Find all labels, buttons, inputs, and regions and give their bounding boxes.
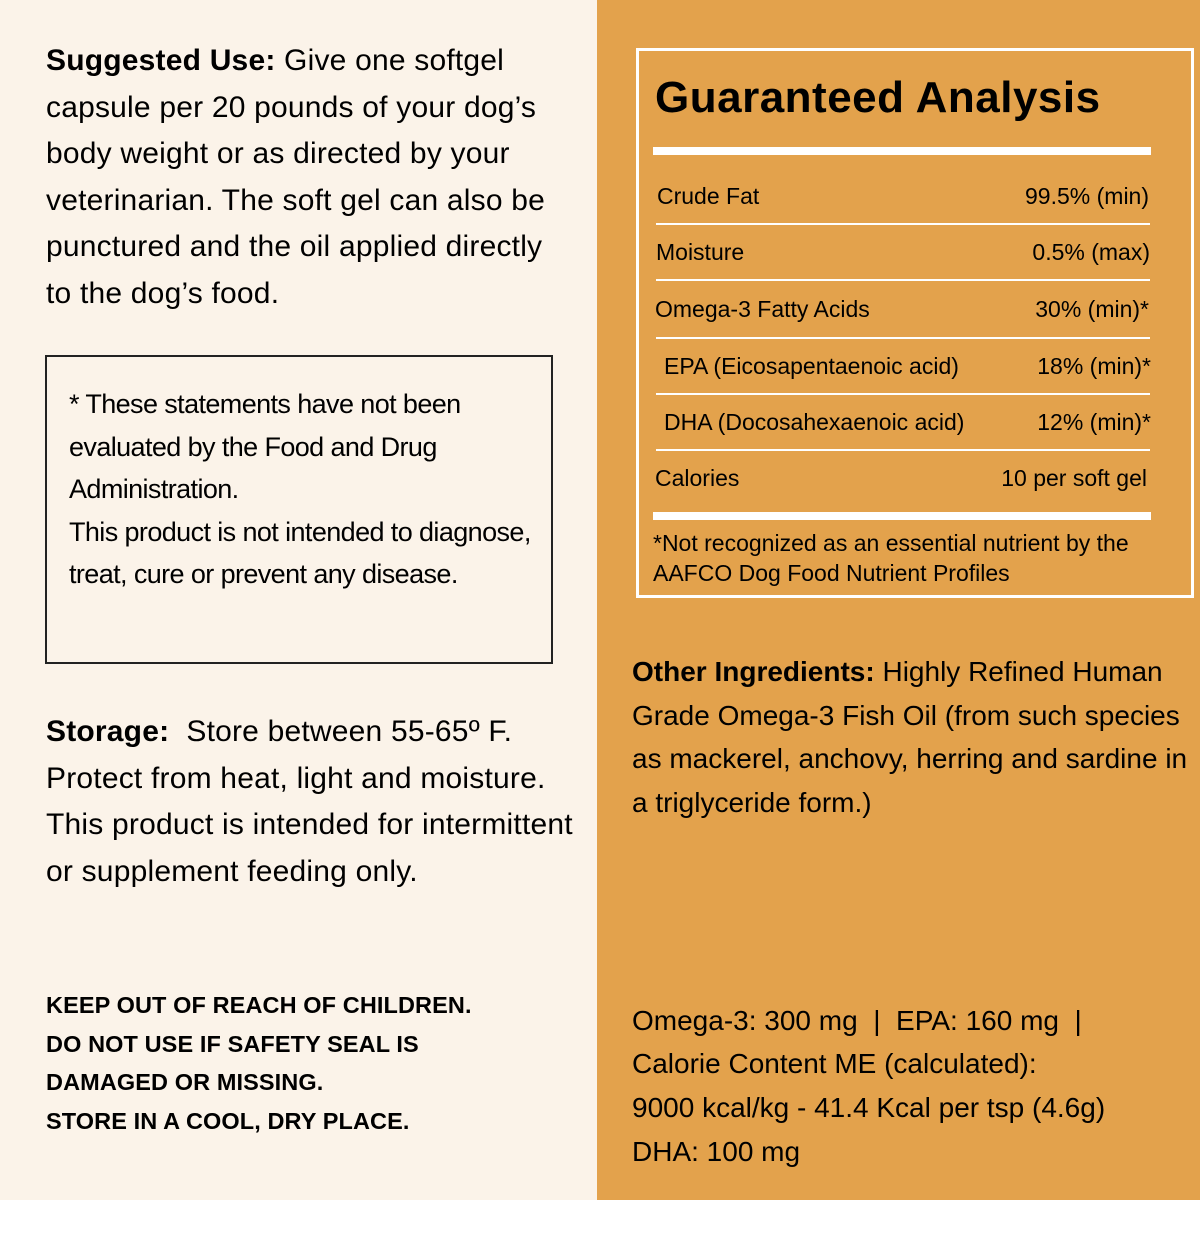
analysis-value: 10 per soft gel bbox=[1001, 464, 1147, 491]
calorie-content-line-2: 9000 kcal/kg - 41.4 Kcal per tsp (4.6g) bbox=[632, 1091, 1106, 1123]
omega-amounts-line-2: DHA: 100 mg bbox=[632, 1135, 801, 1167]
analysis-name: Omega-3 Fatty Acids bbox=[655, 295, 870, 322]
warning-line: DAMAGED OR MISSING. bbox=[46, 1069, 324, 1095]
other-ingredients-label: Other Ingredients: bbox=[632, 656, 875, 687]
warning-line: STORE IN A COOL, DRY PLACE. bbox=[46, 1107, 410, 1134]
fda-disclaimer-text bbox=[69, 383, 539, 596]
analysis-row-moisture bbox=[656, 224, 1150, 280]
disclaimer-line-1: * These statements have not been evaluated by the Food and Drug Administration. bbox=[69, 389, 461, 504]
analysis-value: 30% (min)* bbox=[1035, 295, 1149, 322]
disclaimer-line-2: This product is not intended to diagnose, treat, cure or prevent any disease. bbox=[69, 516, 531, 589]
analysis-row-calories bbox=[655, 450, 1147, 506]
analysis-name: DHA (Docosahexaenoic acid) bbox=[664, 408, 965, 435]
suggested-use-label: Suggested Use: bbox=[46, 44, 276, 77]
suggested-use-paragraph bbox=[46, 38, 576, 317]
analysis-value: 99.5% (min) bbox=[1025, 182, 1149, 209]
warnings-block bbox=[46, 986, 586, 1140]
analysis-row-dha bbox=[664, 394, 1151, 450]
other-ingredients-text: Highly Refined Human Grade Omega-3 Fish Oil (from such species as mackerel, anchovy, herring and sardine in a triglyceride form.) bbox=[632, 656, 1188, 818]
analysis-row-omega3 bbox=[655, 281, 1149, 337]
analysis-name: EPA (Eicosapentaenoic acid) bbox=[664, 352, 959, 379]
title-divider bbox=[653, 147, 1151, 155]
omega-amounts-line-1: Omega-3: 300 mg | EPA: 160 mg | bbox=[632, 1005, 1082, 1036]
guaranteed-analysis-title: Guaranteed Analysis bbox=[655, 73, 1101, 122]
left-panel bbox=[0, 0, 597, 1200]
warning-line: DO NOT USE IF SAFETY SEAL IS bbox=[46, 1030, 419, 1057]
analysis-name: Calories bbox=[655, 464, 740, 491]
analysis-row-crude-fat bbox=[657, 168, 1149, 224]
warning-line: KEEP OUT OF REACH OF CHILDREN. bbox=[46, 992, 472, 1018]
storage-label: Storage: bbox=[46, 715, 170, 748]
storage-paragraph bbox=[46, 709, 586, 895]
calorie-content bbox=[632, 1042, 1192, 1129]
analysis-value: 0.5% (max) bbox=[1032, 238, 1150, 265]
analysis-value: 12% (min)* bbox=[1037, 408, 1151, 435]
analysis-name: Crude Fat bbox=[657, 182, 760, 209]
storage-text: Store between 55-65º F. Protect from heat, light and moisture. This product is intended for intermittent or supplement feeding only. bbox=[46, 715, 582, 888]
analysis-name: Moisture bbox=[656, 238, 745, 265]
calorie-content-line-1: Calorie Content ME (calculated): bbox=[632, 1048, 1037, 1079]
analysis-value: 18% (min)* bbox=[1037, 352, 1151, 379]
footnote-divider bbox=[653, 512, 1151, 520]
fda-disclaimer-box bbox=[45, 355, 553, 664]
aafco-footnote: *Not recognized as an essential nutrient by the AAFCO Dog Food Nutrient Profiles bbox=[653, 530, 1129, 586]
guaranteed-analysis-box bbox=[636, 48, 1194, 598]
analysis-row-epa bbox=[664, 338, 1151, 394]
suggested-use-text: Give one softgel capsule per 20 pounds of your dog’s body weight or as directed by your veterinarian. The soft gel can also be punctured and the oil applied directly to the dog’s food. bbox=[46, 44, 546, 310]
other-ingredients-paragraph bbox=[632, 650, 1192, 824]
